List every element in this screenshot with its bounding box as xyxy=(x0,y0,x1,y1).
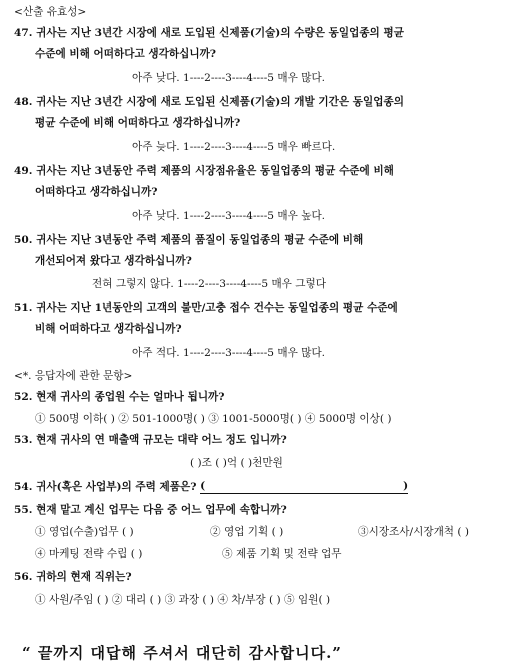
q55-option-5[interactable]: ⑤ 제품 기획 및 전략 업무 xyxy=(222,548,342,560)
q49-line2: 어떠하다고 생각하십니까? xyxy=(35,186,158,198)
section-title-output-validity: <산출 유효성> xyxy=(14,6,87,18)
q55-question: 55. 현재 맡고 계신 업무는 다음 중 어느 업무에 속합니까? xyxy=(14,504,287,516)
q49-line1: 49. 귀사는 지난 3년동안 주력 제품의 시장점유율은 동일업종의 평균 수준에 비해 xyxy=(14,165,394,177)
q48-scale[interactable]: 아주 늦다. 1----2----3----4----5 매우 빠르다. xyxy=(132,141,336,153)
q54-paren-close: ) xyxy=(403,480,409,492)
q53-question: 53. 현재 귀사의 연 매출액 규모는 대략 어느 정도 입니까? xyxy=(14,434,287,446)
q52-question: 52. 현재 귀사의 종업원 수는 얼마나 됩니까? xyxy=(14,391,225,403)
closing-thanks: “ 끝까지 대답해 주셔서 대단히 감사합니다.” xyxy=(22,644,342,662)
q50-scale[interactable]: 전혀 그렇지 않다. 1----2----3----4----5 매우 그렇다 xyxy=(92,278,326,290)
section-title-respondent: <*. 응답자에 관한 문항> xyxy=(14,370,133,382)
q48-line1: 48. 귀사는 지난 3년간 시장에 새로 도입된 신제품(기술)의 개발 기간은 동일업종의 xyxy=(14,96,404,108)
q49-scale[interactable]: 아주 낮다. 1----2----3----4----5 매우 높다. xyxy=(132,210,326,222)
q54-question xyxy=(14,481,408,494)
q55-option-4[interactable]: ④ 마케팅 전략 수립 ( ) xyxy=(35,548,143,560)
q54-answer-field[interactable] xyxy=(200,481,408,494)
q47-line2: 수준에 비해 어떠하다고 생각하십니까? xyxy=(35,48,217,60)
q47-scale[interactable]: 아주 낮다. 1----2----3----4----5 매우 많다. xyxy=(132,72,326,84)
q55-option-2[interactable]: ② 영업 기획 ( ) xyxy=(210,526,284,538)
q48-line2: 평균 수준에 비해 어떠하다고 생각하십니까? xyxy=(35,117,241,129)
q50-line1: 50. 귀사는 지난 3년동안 주력 제품의 품질이 동일업종의 평균 수준에 비해 xyxy=(14,234,364,246)
q51-scale[interactable]: 아주 적다. 1----2----3----4----5 매우 많다. xyxy=(132,347,326,359)
q51-line1: 51. 귀사는 지난 1년동안의 고객의 불만/고충 접수 건수는 동일업종의 평균 수준에 xyxy=(14,302,398,314)
q55-option-3[interactable]: ③시장조사/시장개척 ( ) xyxy=(358,526,470,538)
q56-options[interactable]: ① 사원/주임 ( ) ② 대리 ( ) ③ 과장 ( ) ④ 차/부장 ( ) ⑤ 임원( ) xyxy=(35,594,331,606)
q47-line1: 47. 귀사는 지난 3년간 시장에 새로 도입된 신제품(기술)의 수량은 동일업종의 평균 xyxy=(14,27,404,39)
q50-line2: 개선되어져 왔다고 생각하십니까? xyxy=(35,255,192,267)
q55-option-1[interactable]: ① 영업(수출)업무 ( ) xyxy=(35,526,134,538)
q51-line2: 비해 어떠하다고 생각하십니까? xyxy=(35,323,182,335)
q56-question: 56. 귀하의 현재 직위는? xyxy=(14,571,132,583)
q53-answer-fields[interactable]: ( )조 ( )억 ( )천만원 xyxy=(190,457,283,469)
q54-label: 54. 귀사(혹은 사업부)의 주력 제품은? xyxy=(14,481,197,493)
q54-paren-open: ( xyxy=(200,480,206,492)
q52-options[interactable]: ① 500명 이하( ) ② 501-1000명( ) ③ 1001-5000명( ) ④ 5000명 이상( ) xyxy=(35,413,392,425)
